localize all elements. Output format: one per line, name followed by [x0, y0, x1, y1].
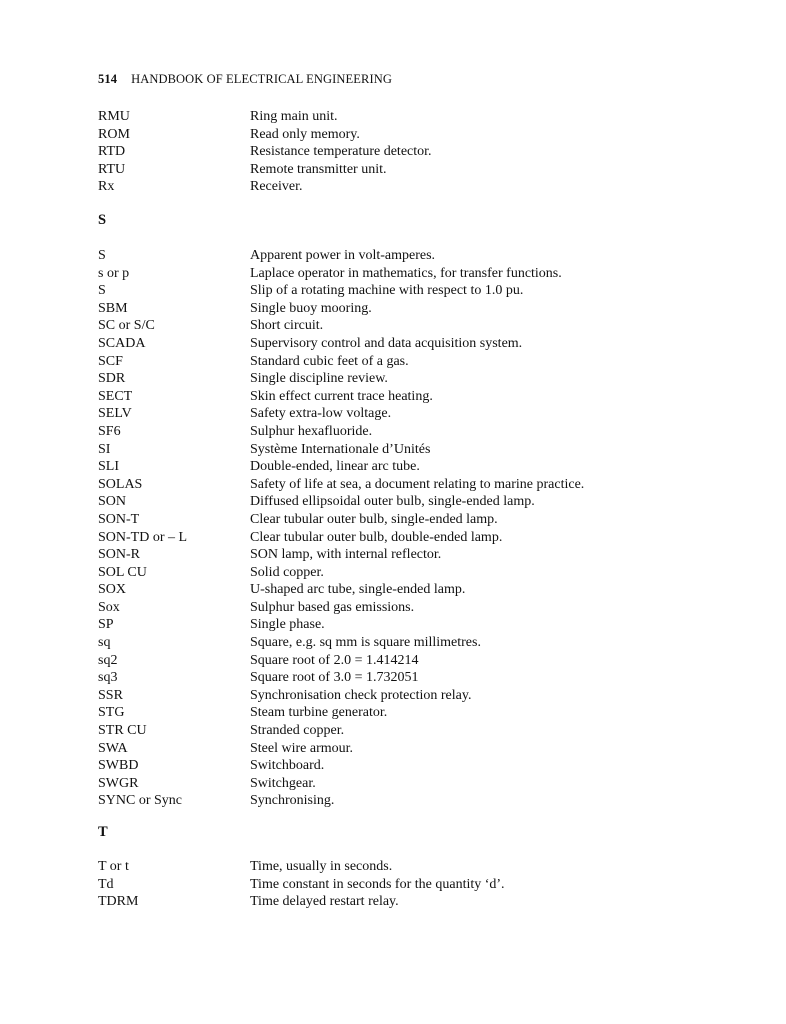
entry-definition: Synchronising. [250, 793, 335, 809]
entry-definition: SON lamp, with internal reflector. [250, 547, 442, 563]
entry-definition: Square root of 3.0 = 1.732051 [250, 670, 419, 686]
entry-definition: Diffused ellipsoidal outer bulb, single-ended lamp. [250, 494, 535, 510]
entry-term: ROM [98, 126, 130, 142]
entry-definition: Switchgear. [250, 775, 316, 791]
entry-definition: Apparent power in volt-amperes. [250, 248, 436, 263]
entry-definition: U-shaped arc tube, single-ended lamp. [250, 582, 466, 598]
entry-definition: Sulphur hexafluoride. [250, 423, 373, 439]
entry-term: SOLAS [98, 476, 143, 492]
entry-term: sq2 [98, 652, 118, 668]
entry-definition: Synchronisation check protection relay. [250, 687, 472, 703]
entry-definition: Système Internationale d’Unités [250, 441, 431, 457]
entry-term: SELV [98, 406, 132, 422]
entry-definition: Single buoy mooring. [250, 300, 372, 316]
entry-definition: Clear tubular outer bulb, double-ended lamp. [250, 529, 503, 545]
entry-definition: Single discipline review. [250, 371, 388, 387]
entry-definition: Supervisory control and data acquisition system. [250, 335, 523, 351]
entry-definition: Stranded copper. [250, 723, 345, 739]
entry-term: SOX [98, 582, 127, 598]
entry-term: SI [98, 441, 111, 457]
entry-term: RMU [98, 109, 130, 124]
page-header [98, 72, 392, 87]
entry-definition: Receiver. [250, 179, 303, 195]
entry-term: T or t [98, 859, 129, 874]
entry-term: SWBD [98, 758, 139, 774]
entry-definition: Sulphur based gas emissions. [250, 599, 415, 615]
entry-term: SLI [98, 459, 119, 475]
entry-term: SWA [98, 740, 128, 756]
entry-term: RTD [98, 144, 126, 160]
entry-term: STR CU [98, 723, 147, 739]
entry-term: SCADA [98, 335, 146, 351]
entry-term: SSR [98, 687, 123, 703]
entry-term: TDRM [98, 894, 139, 910]
entry-term: SON-TD or – L [98, 529, 188, 545]
entry-definition: Laplace operator in mathematics, for transfer functions. [250, 265, 562, 281]
entry-definition: Steel wire armour. [250, 740, 354, 756]
entry-term: SF6 [98, 423, 121, 439]
entry-term: SECT [98, 388, 133, 404]
entry-term: SON-T [98, 511, 140, 527]
entry-definition: Standard cubic feet of a gas. [250, 353, 409, 369]
entry-definition: Safety of life at sea, a document relating to marine practice. [250, 476, 585, 492]
entry-definition: Short circuit. [250, 318, 324, 334]
section-t-heading: T [98, 824, 108, 840]
entry-definition: Clear tubular outer bulb, single-ended lamp. [250, 511, 498, 527]
entry-definition: Single phase. [250, 617, 325, 633]
entry-term: SDR [98, 371, 126, 387]
entry-definition: Safety extra-low voltage. [250, 406, 392, 422]
entry-term: S [98, 283, 106, 299]
entry-term: SWGR [98, 775, 139, 791]
entry-term: S [98, 248, 106, 263]
entry-term: SP [98, 617, 114, 633]
entry-term: sq3 [98, 670, 118, 686]
entry-definition: Time, usually in seconds. [250, 859, 393, 874]
entry-definition: Steam turbine generator. [250, 705, 388, 721]
entry-definition: Skin effect current trace heating. [250, 388, 433, 404]
entry-term: Rx [98, 179, 115, 195]
entry-term: SCF [98, 353, 123, 369]
entry-definition: Solid copper. [250, 564, 324, 580]
entry-definition: Switchboard. [250, 758, 325, 774]
entry-definition: Time delayed restart relay. [250, 894, 399, 910]
entry-definition: Read only memory. [250, 126, 360, 142]
entry-definition: Remote transmitter unit. [250, 161, 387, 177]
entry-term: RTU [98, 161, 126, 177]
entry-term: sq [98, 635, 111, 651]
section-s-heading: S [98, 212, 107, 228]
entry-term: SYNC or Sync [98, 793, 183, 809]
entry-definition: Resistance temperature detector. [250, 144, 432, 160]
running-title: HANDBOOK OF ELECTRICAL ENGINEERING [131, 72, 392, 86]
entry-definition: Ring main unit. [250, 109, 338, 124]
entry-term: SOL CU [98, 564, 147, 580]
entry-term: SC or S/C [98, 318, 155, 334]
entry-definition: Slip of a rotating machine with respect to 1.0 pu. [250, 283, 524, 299]
entry-term: SON [98, 494, 127, 510]
entry-term: Td [98, 876, 114, 892]
entry-term: STG [98, 705, 125, 721]
entry-definition: Time constant in seconds for the quantity ‘d’. [250, 876, 505, 892]
entry-definition: Square root of 2.0 = 1.414214 [250, 652, 419, 668]
page-number: 514 [98, 72, 118, 86]
entry-term: SON-R [98, 547, 141, 563]
entry-definition: Square, e.g. sq mm is square millimetres. [250, 635, 481, 651]
entry-term: s or p [98, 265, 130, 281]
entry-term: SBM [98, 300, 128, 316]
entry-term: Sox [98, 599, 120, 615]
entry-definition: Double-ended, linear arc tube. [250, 459, 420, 475]
